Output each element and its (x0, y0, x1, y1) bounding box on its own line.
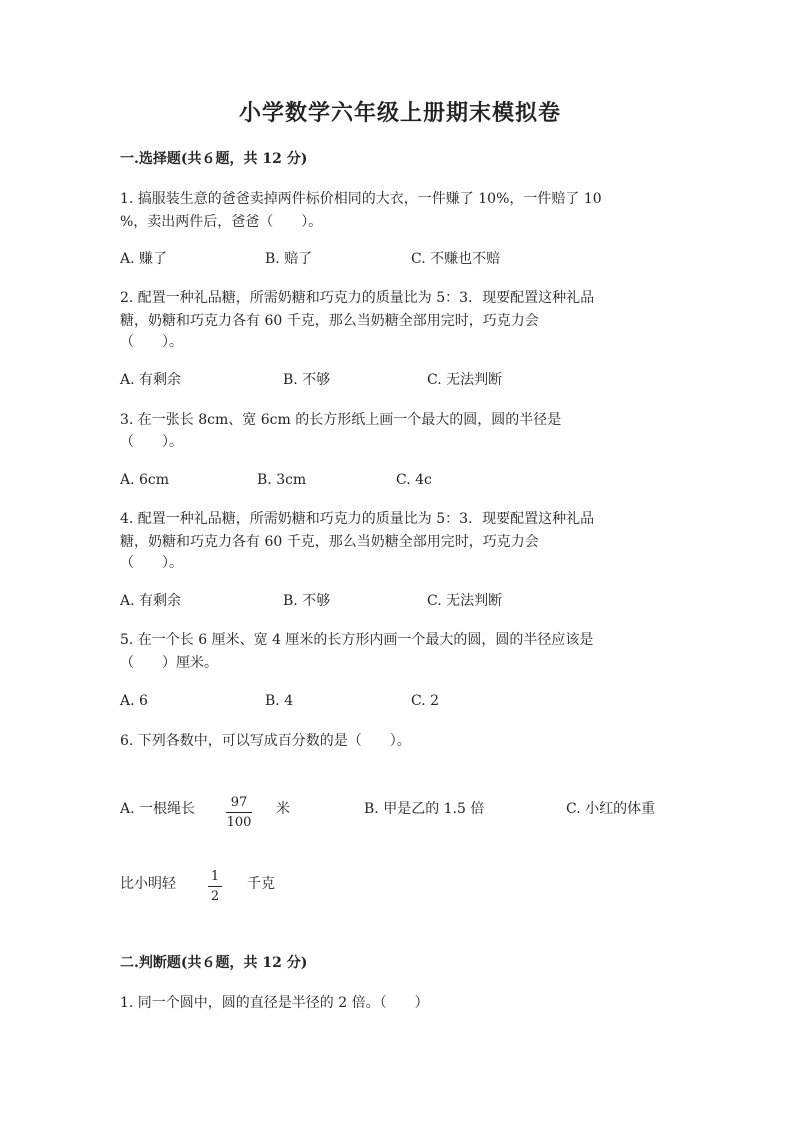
question-3-option-c: C. 4c (396, 472, 432, 488)
question-1-option-b: B. 赔了 (265, 251, 313, 267)
fraction-denominator: 100 (226, 815, 252, 830)
judgement-question-1: 1. 同一个圆中，圆的直径是半径的 2 倍。（ ） (120, 995, 429, 1011)
question-5-option-c: C. 2 (411, 693, 440, 709)
question-4-option-a: A. 有剩余 (120, 593, 182, 609)
question-5-line-1: 5. 在一个长 6 厘米、宽 4 厘米的长方形内画一个最大的圆，圆的半径应该是 (120, 632, 594, 648)
question-1-line-2: %，卖出两件后，爸爸（ ）。 (120, 214, 323, 230)
question-6-option-a-prefix: A. 一根绳长 (120, 801, 196, 817)
question-6-option-c-prefix: C. 小红的体重 (566, 801, 656, 817)
question-6-option-b: B. 甲是乙的 1.5 倍 (364, 801, 485, 817)
question-6-line-1: 6. 下列各数中，可以写成百分数的是（ ）。 (120, 733, 411, 749)
question-2-option-a: A. 有剩余 (120, 372, 182, 388)
question-3-option-b: B. 3cm (257, 472, 307, 488)
fraction-bar (208, 886, 222, 887)
question-2-line-2: 糖，奶糖和巧克力各有 60 千克，那么当奶糖全部用完时，巧克力会 (120, 313, 539, 329)
question-4-option-b: B. 不够 (283, 593, 331, 609)
section-heading-judgement: 二.判断题(共６题，共 12 分) (120, 955, 308, 971)
fraction-numerator: 97 (230, 795, 248, 810)
question-2-line-1: 2. 配置一种礼品糖，所需奶糖和巧克力的质量比为 5：3．现要配置这种礼品 (120, 290, 595, 306)
question-6-option-c-suffix: 千克 (247, 876, 275, 892)
question-4-line-2: 糖，奶糖和巧克力各有 60 千克，那么当奶糖全部用完时，巧克力会 (120, 534, 539, 550)
fraction-bar (226, 812, 252, 813)
question-4-line-3: （ ）。 (120, 555, 183, 571)
question-3-line-2: （ ）。 (120, 434, 183, 450)
question-4-option-c: C. 无法判断 (427, 593, 503, 609)
question-2-line-3: （ ）。 (120, 334, 183, 350)
question-6-option-a-suffix: 米 (276, 801, 290, 817)
fraction-numerator: 1 (210, 869, 220, 884)
question-2-option-c: C. 无法判断 (427, 372, 503, 388)
question-5-option-b: B. 4 (265, 693, 294, 709)
question-1-option-c: C. 不赚也不赔 (411, 251, 501, 267)
question-6-option-c-continued: 比小明轻 (120, 876, 176, 892)
question-1-option-a: A. 赚了 (120, 251, 168, 267)
question-5-line-2: （ ）厘米。 (120, 655, 218, 671)
question-2-option-b: B. 不够 (283, 372, 331, 388)
question-3-option-a: A. 6cm (120, 472, 170, 488)
question-6-option-a-fraction (226, 796, 252, 829)
question-1-line-1: 1. 搞服装生意的爸爸卖掉两件标价相同的大衣，一件赚了 10%，一件赔了 10 (120, 191, 602, 207)
section-heading-choice: 一.选择题(共６题，共 12 分) (120, 151, 308, 167)
question-4-line-1: 4. 配置一种礼品糖，所需奶糖和巧克力的质量比为 5：3．现要配置这种礼品 (120, 511, 595, 527)
page-title: 小学数学六年级上册期末模拟卷 (238, 100, 561, 126)
fraction-denominator: 2 (210, 889, 220, 904)
question-3-line-1: 3. 在一张长 8cm、宽 6cm 的长方形纸上画一个最大的圆，圆的半径是 (120, 412, 562, 428)
question-5-option-a: A. 6 (120, 693, 148, 709)
question-6-option-c-fraction (208, 870, 222, 903)
